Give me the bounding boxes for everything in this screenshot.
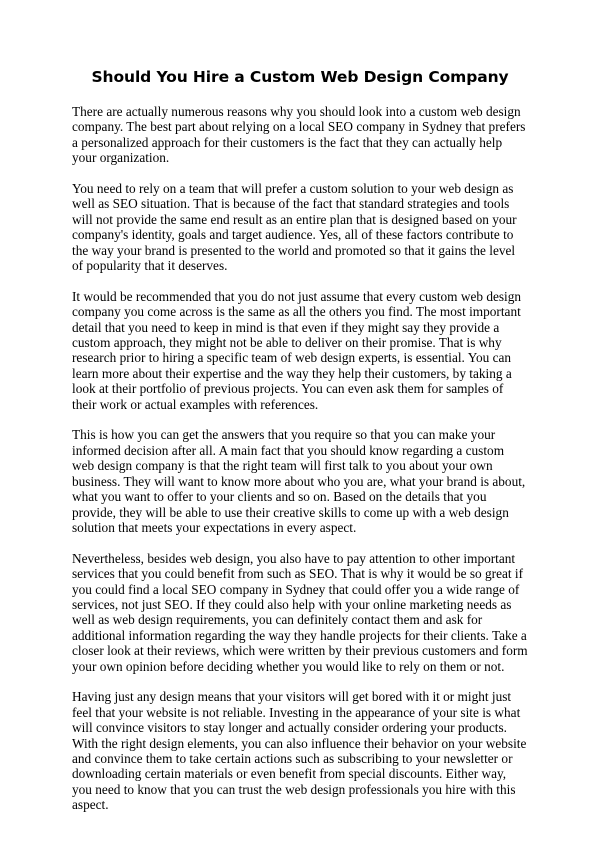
paragraph: You need to rely on a team that will prefer a custom solution to your web design as well as SEO situation. That is because of the fact that standard strategies and tools will not provide the same end result as an entire plan that is designed based on your company's identity, goals and target audience. Yes, all of these factors contribute to the way your brand is presented to the world and promoted so that it gains the level of popularity that it deserves. xyxy=(72,181,517,274)
paragraph: There are actually numerous reasons why you should look into a custom web design company. The best part about relying on a local SEO company in Sydney that prefers a personalized approach for their customers is the fact that they can actually help your organization. xyxy=(72,104,526,166)
paragraph: Nevertheless, besides web design, you also have to pay attention to other important services that you could benefit from such as SEO. That is why it would be so great if you could find a local SEO company in Sydney that could offer you a wide range of services, not just SEO. If they could also help with your online marketing needs as well as web design requirements, you can definitely contact them and ask for additional information regarding the way they handle projects for their clients. Take a closer look at their reviews, which were written by their previous customers and form your own opinion before deciding whether you would like to rely on them or not. xyxy=(72,550,528,674)
paragraph: This is how you can get the answers that you require so that you can make your informed decision after all. A main fact that you should know regarding a custom web design company is that the right team will first talk to you about your own business. They will want to know more about who you are, what your brand is about, what you want to offer to your clients and so on. Based on the details that you provide, they will be able to use their creative skills to come up with a web design solution that meets your expectations in every aspect. xyxy=(72,427,526,535)
paragraph: Having just any design means that your visitors will get bored with it or might just feel that your website is not reliable. Investing in the appearance of your site is what will convince visitors to stay longer and actually consider ordering your products. With the right design elements, you can also influence their behavior on your website and convince them to take certain actions such as subscribing to your newsletter or downloading certain materials or even benefit from special discounts. Either way, you need to know that you can trust the web design professionals you hire with this aspect. xyxy=(72,689,527,813)
paragraph: It would be recommended that you do not just assume that every custom web design company you come across is the same as all the others you find. The most important detail that you need to keep in mind is that even if they might say they provide a custom approach, they might not be able to deliver on their promise. That is why research prior to hiring a specific team of web design experts, is essential. You can learn more about their expertise and the way they help their customers, by taking a look at their portfolio of previous projects. You can even ask them for samples of their work or actual examples with references. xyxy=(72,288,522,412)
document-title: Should You Hire a Custom Web Design Company xyxy=(91,68,509,86)
